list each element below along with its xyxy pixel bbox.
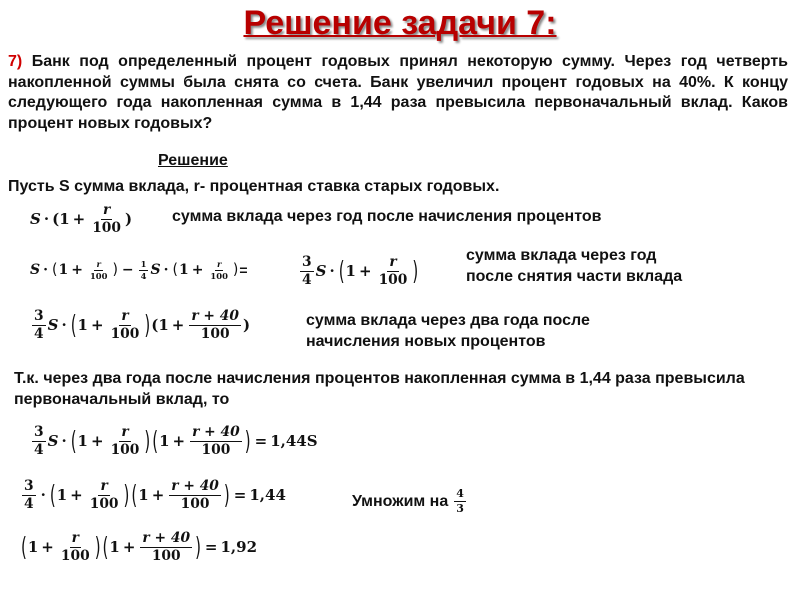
equation-1: $\frac{3}{4}$ S · ( 1 + $\frac{r}{100}$ ) ( 1 + $\frac{r + 40}{100}$ ) = 1,44S [34,424,318,458]
formula-2: S · ( 1 + $\frac{r}{100}$ ) − $\frac{1}{4}$ S · ( 1 + $\frac{r}{100}$ ) = [30,258,248,281]
formula-1-description: сумма вклада через год после начисления процентов [172,208,602,225]
problem-number: 7) [8,53,23,70]
formula-2-result: $\frac{3}{4}$ S · ( 1 + $\frac{r}{100}$ ) [302,254,419,288]
formula-3-description: сумма вклада через два года после начисления новых процентов [306,312,590,350]
formula-3: $\frac{3}{4}$ S · ( 1 + $\frac{r}{100}$ ) ( 1 + $\frac{r + 40}{100}$ ) [34,308,251,342]
equation-3: ( 1 + $\frac{r}{100}$ ) ( 1 + $\frac{r + 40}{100}$ ) = 1,92 [21,530,258,564]
problem-statement [8,52,788,134]
multiply-note: Умножим на $\frac{4}{3}$ [352,487,464,515]
formula-2-description: сумма вклада через год после снятия части вклада [466,247,683,285]
solution-heading: Решение [158,152,228,169]
problem-text: Банк под определенный процент годовых принял некоторую сумму. Через год четверть накопленной суммы была снята со счета. Банк увеличил процент годовых на 40%. К концу следующего года накопленная сумма в 1,44 раза превысила первоначальный вклад. Каков процент новых годовых? [8,53,788,132]
since-text: Т.к. через два года после начисления процентов накопленная сумма в 1,44 раза превысила первоначальный вклад, то [14,370,745,408]
formula-1: S · ( 1 + $\frac{r}{100}$ ) [30,202,133,236]
equation-2: $\frac{3}{4}$ · ( 1 + $\frac{r}{100}$ ) ( 1 + $\frac{r + 40}{100}$ ) = 1,44 [24,478,286,512]
page-title: Решение задачи 7: [243,4,557,42]
let-line: Пусть S сумма вклада, r- процентная ставка старых годовых. [8,178,500,195]
